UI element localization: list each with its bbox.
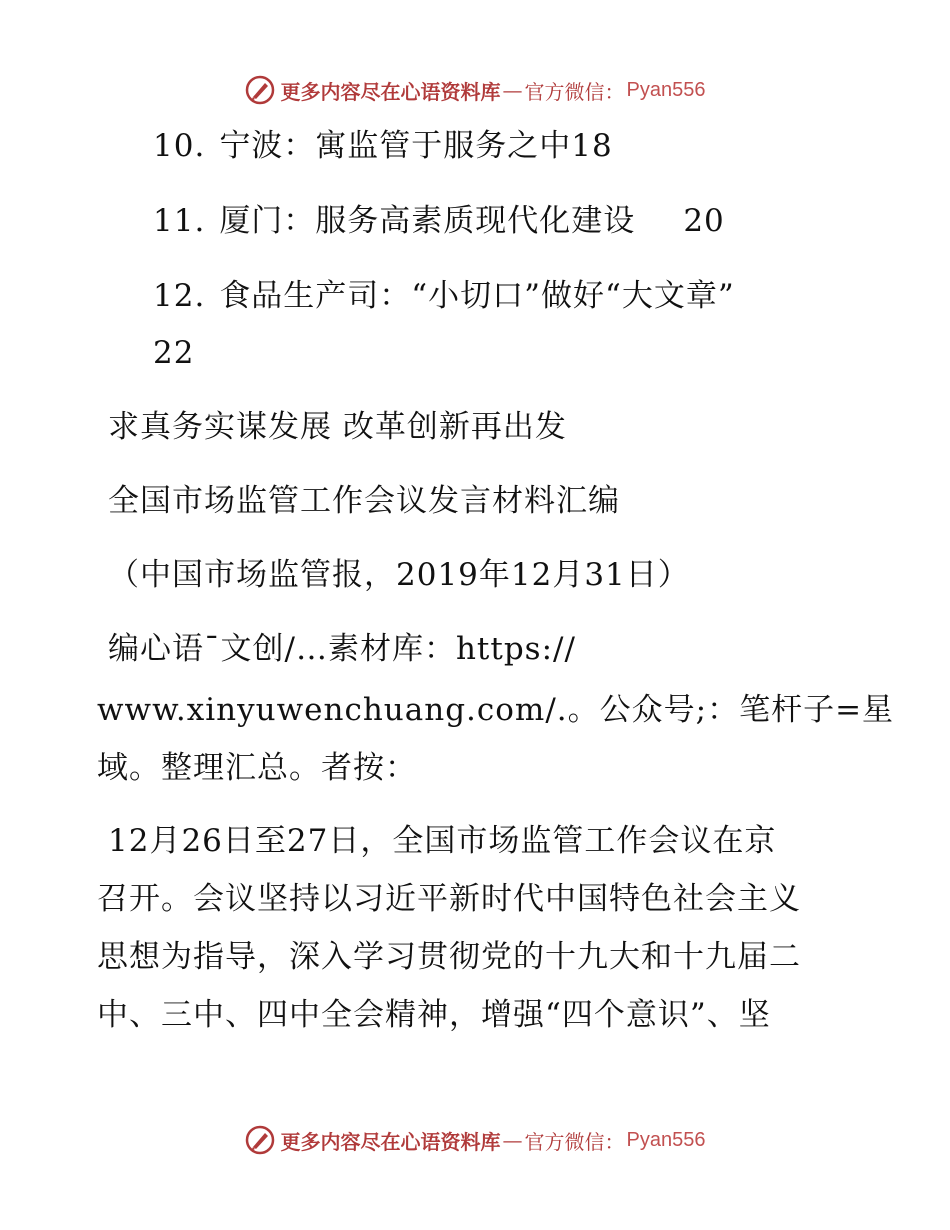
quill-logo-icon [245, 1125, 275, 1155]
header-banner [0, 70, 950, 110]
toc-item-text: 宁波：寓监管于服务之中18 [219, 128, 613, 164]
headline: 求真务实谋发展 改革创新再出发 [108, 409, 567, 445]
banner-dash: — [502, 78, 523, 102]
toc-item [153, 126, 613, 166]
toc-item-page: 22 [153, 335, 195, 371]
body-line: 思想为指导，深入学习贯彻党的十九大和十九届二 [97, 939, 801, 975]
body-line: 召开。会议坚持以习近平新时代中国特色社会主义 [97, 881, 801, 917]
intro-line: www.xinyuwenchuang.com/.。公众号;：笔杆子=星 [97, 692, 895, 728]
banner-dash: — [502, 1128, 523, 1152]
toc-item-text: 食品生产司：“小切口”做好“大文章” [219, 278, 735, 314]
body-line: 中、三中、四中全会精神，增强“四个意识”、坚 [97, 997, 771, 1033]
toc-item-number: 10. [153, 128, 206, 164]
banner-wechat-account: Pyan556 [626, 1128, 706, 1151]
banner-wechat-account: Pyan556 [626, 78, 706, 101]
banner-wechat-label: 官方微信： [524, 79, 625, 104]
intro-line: 域。整理汇总。者按： [97, 750, 417, 786]
toc-item-text: 厦门：服务高素质现代化建设 [219, 203, 636, 239]
banner-brand: 更多内容尽在心语资料库 [280, 79, 501, 104]
body-line: 12月26日至27日，全国市场监管工作会议在京 [108, 823, 777, 859]
intro-line: 编心语¯文创/…素材库：https:// [108, 631, 576, 667]
banner-brand: 更多内容尽在心语资料库 [280, 1129, 501, 1154]
toc-item-page: 20 [683, 203, 725, 239]
source-line: （中国市场监管报，2019年12月31日） [108, 557, 690, 593]
banner-wechat-label: 官方微信： [524, 1129, 625, 1154]
subheadline: 全国市场监管工作会议发言材料汇编 [108, 483, 620, 519]
quill-logo-icon [245, 75, 275, 105]
toc-item [153, 276, 735, 316]
toc-item-number: 11. [153, 203, 206, 239]
toc-item [153, 201, 725, 241]
footer-banner [0, 1120, 950, 1160]
toc-item-number: 12. [153, 278, 206, 314]
